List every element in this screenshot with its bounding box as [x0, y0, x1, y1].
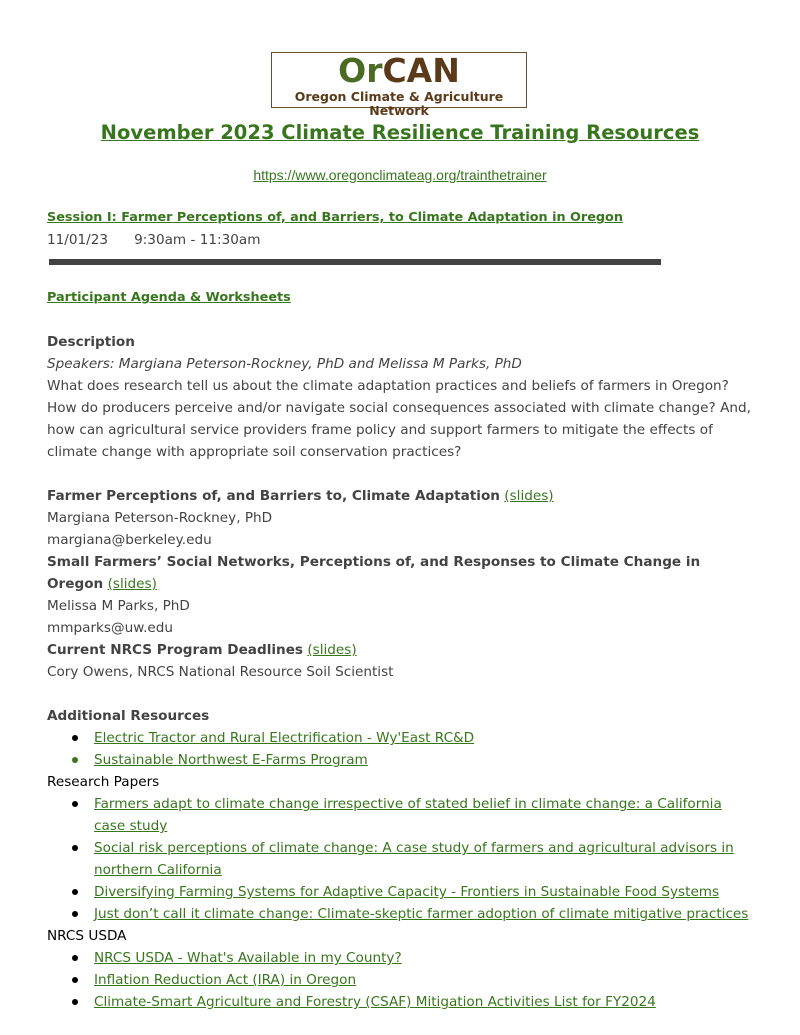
talk-1-title: Farmer Perceptions of, and Barriers to, Climate Adaptation — [47, 488, 500, 504]
paper-link[interactable]: Just don’t call it climate change: Climate-skeptic farmer adoption of climate mitigative practices — [94, 906, 749, 922]
logo-part-can: CAN — [382, 51, 460, 90]
research-papers-list — [47, 793, 757, 925]
nrcs-link[interactable]: NRCS USDA - What's Available in my County? — [94, 950, 402, 966]
nrcs-link[interactable]: Climate-Smart Agriculture and Forestry (CSAF) Mitigation Activities List for FY2024 — [94, 994, 656, 1010]
nrcs-link[interactable]: Inflation Reduction Act (IRA) in Oregon — [94, 972, 357, 988]
talk-3-speaker: Cory Owens, NRCS National Resource Soil Scientist — [47, 664, 394, 680]
agenda-link[interactable]: Participant Agenda & Worksheets — [47, 290, 291, 305]
list-item — [47, 969, 757, 991]
talk-3-title: Current NRCS Program Deadlines — [47, 642, 304, 658]
talk-3-slides-link[interactable]: (slides) — [307, 642, 357, 658]
list-item — [47, 793, 757, 837]
description-heading: Description — [47, 334, 135, 350]
description-body: What does research tell us about the climate adaptation practices and beliefs of farmers in Oregon? How do producers perceive and/or navigate social consequences associated with climate change? And, how can agricultural service providers frame policy and support farmers to mitigate the effects of climate change with appropriate soil conservation practices? — [47, 378, 751, 460]
resource-link[interactable]: Electric Tractor and Rural Electrification - Wy'East RC&D — [94, 730, 475, 746]
talk-3-title-line — [47, 639, 757, 661]
speakers-line: Speakers: Margiana Peterson-Rockney, PhD and Melissa M Parks, PhD — [47, 356, 522, 372]
nrcs-heading: NRCS USDA — [47, 928, 127, 944]
orcan-logo — [271, 51, 527, 118]
talk-1-slides-link[interactable]: (slides) — [504, 488, 554, 504]
page-title[interactable]: November 2023 Climate Resilience Training Resources — [100, 121, 700, 144]
paper-link[interactable]: Social risk perceptions of climate change: A case study of farmers and agricultural advisors in northern California — [94, 840, 734, 878]
list-item — [47, 991, 757, 1013]
additional-resources-list — [47, 727, 757, 771]
site-url-link[interactable]: https://www.oregonclimateag.org/trainthetrainer — [253, 167, 547, 183]
list-item — [47, 881, 757, 903]
list-item — [47, 837, 757, 881]
session-datetime — [47, 229, 757, 251]
talk-1-speaker: Margiana Peterson-Rockney, PhD — [47, 510, 273, 526]
session-date: 11/01/23 — [47, 232, 109, 248]
talk-2-title-line — [47, 551, 757, 595]
resource-link[interactable]: Sustainable Northwest E-Farms Program — [94, 752, 368, 768]
logo-wordmark — [272, 53, 526, 89]
paper-link[interactable]: Farmers adapt to climate change irrespective of stated belief in climate change: a California case study — [94, 796, 722, 834]
logo-part-or: Or — [338, 51, 383, 90]
talk-1-email: margiana@berkeley.edu — [47, 532, 212, 548]
list-item — [47, 947, 757, 969]
additional-resources-heading: Additional Resources — [47, 708, 210, 724]
talk-1-title-line — [47, 485, 757, 507]
logo-subtitle: Oregon Climate & Agriculture Network — [294, 89, 504, 118]
talk-2-title: Small Farmers’ Social Networks, Perceptions of, and Responses to Climate Change in Oregon — [47, 554, 701, 592]
main-content — [47, 207, 757, 1013]
paper-link[interactable]: Diversifying Farming Systems for Adaptive Capacity - Frontiers in Sustainable Food Systems — [94, 884, 720, 900]
talk-2-speaker: Melissa M Parks, PhD — [47, 598, 190, 614]
list-item — [47, 903, 757, 925]
talk-2-slides-link[interactable]: (slides) — [107, 576, 157, 592]
talk-2-email: mmparks@uw.edu — [47, 620, 173, 636]
nrcs-list — [47, 947, 757, 1013]
research-papers-heading: Research Papers — [47, 774, 160, 790]
session-title-link[interactable]: Session I: Farmer Perceptions of, and Barriers, to Climate Adaptation in Oregon — [47, 210, 623, 225]
list-item — [47, 749, 757, 771]
list-item — [47, 727, 757, 749]
session-time: 9:30am - 11:30am — [134, 232, 261, 248]
